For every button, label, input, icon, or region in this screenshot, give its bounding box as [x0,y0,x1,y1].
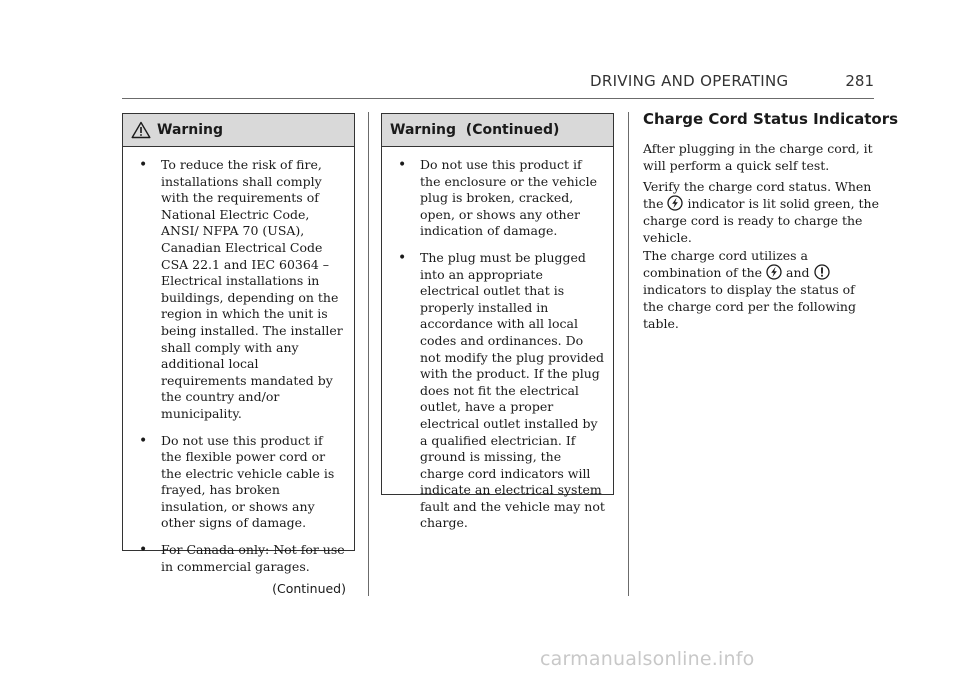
paragraph-text: The charge cord utilizes a combination of the [643,248,808,280]
warning-triangle-icon [131,121,151,139]
watermark: carmanualsonline.info [540,648,755,670]
bullet-text: To reduce the risk of fire, installations shall comply with the requirements of National Electric Code, ANSI/ NFPA 70 (USA), Canadian Electrical Code CSA 22.1 and IEC 60364 – Electrical installations in buildings, depending on the region in which the unit is being installed. The installer shall comply with any additional local requirements mandated by the country and/or municipality. [161,157,343,421]
bullet-text: For Canada only: Not for use in commercial garages. [161,542,345,574]
warning-body [382,147,613,532]
warning-title: Warning (Continued) [390,122,560,138]
warning-title: Warning [157,122,224,138]
bullet-text: Do not use this product if the flexible power cord or the electric vehicle cable is frayed, has broken insulation, or shows any other signs of damage. [161,432,335,531]
paragraph-text: and [786,265,810,280]
list-item [131,157,346,423]
charge-bolt-icon [766,264,782,280]
paragraph-text: indicators to display the status of the charge cord per the following table. [643,282,856,331]
page-number: 281 [845,72,874,90]
list-item [131,542,346,575]
charge-bolt-icon [667,195,683,211]
bullet-dot: • [398,157,407,173]
list-item [131,433,346,533]
warning-box [122,113,355,597]
bullet-dot: • [139,542,148,559]
bullet-dot: • [398,249,407,266]
paragraph [643,247,879,332]
list-item [390,250,605,532]
warning-continued-box [381,113,614,531]
paragraph-text: indicator is lit solid green, the charge cord is ready to charge the vehicle. [643,196,879,245]
paragraph-text: After plugging in the charge cord, it will perform a quick self test. [643,141,873,173]
paragraph-text: Verify the charge cord status. When the [643,179,872,211]
bullet-text: The plug must be plugged into an appropriate electrical outlet that is properly installed in accordance with all local codes and ordinances. Do not modify the plug provided with the product. If the plug does not fit the electrical outlet, have a proper electrical outlet installed by a qualified electrician. If ground is missing, the charge cord indicators will indicate an electrical system fault and the vehicle may not charge. [420,249,605,531]
paragraph [643,140,879,174]
bullet-dot: • [139,432,148,449]
list-item [390,157,605,240]
paragraph [643,178,879,246]
continued-label: (Continued) [272,581,346,597]
bullet-dot: • [139,157,148,173]
warning-body [123,147,354,596]
warning-header [123,114,354,147]
column-divider [368,112,369,596]
page-header [122,72,874,99]
subsection-title: Charge Cord Status Indicators [643,110,899,128]
column-divider [628,112,629,596]
section-title: DRIVING AND OPERATING [590,72,789,90]
warning-header [382,114,613,147]
bullet-text: Do not use this product if the enclosure or the vehicle plug is broken, cracked, open, or shows any other indication of damage. [420,157,598,239]
fault-exclamation-icon [814,264,830,280]
